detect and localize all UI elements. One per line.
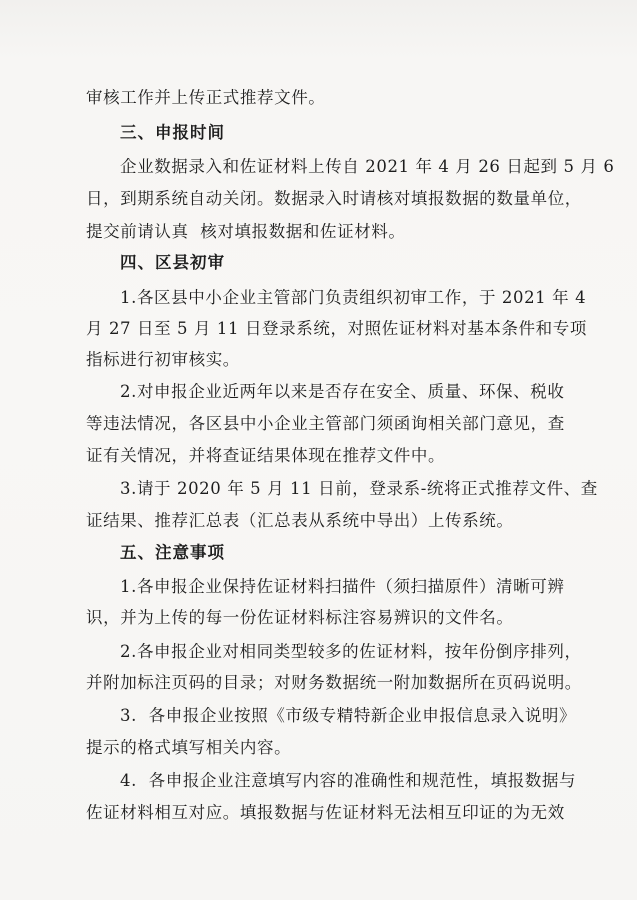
- body-text-line: 4. 各申报企业注意填写内容的准确性和规范性，填报数据与: [120, 771, 577, 790]
- body-text-line: 提示的格式填写相关内容。: [86, 738, 292, 757]
- body-text-line: 月 27 日至 5 月 11 日登录系统，对照佐证材料对基本条件和专项: [86, 319, 587, 338]
- body-text-line: 1.各区县中小企业主管部门负责组织初审工作，于 2021 年 4: [120, 288, 587, 307]
- body-text-line: 识，并为上传的每一份佐证材料标注容易辨识的文件名。: [86, 608, 514, 627]
- body-text-line: 3. 各申报企业按照《市级专精特新企业申报信息录入说明》: [120, 706, 577, 725]
- body-text-line: 等违法情况，各区县中小企业主管部门须函询相关部门意见，查: [86, 414, 565, 433]
- body-text-line: 证结果、推荐汇总表（汇总表从系统中导出）上传系统。: [86, 511, 514, 530]
- body-text-line: 佐证材料相互对应。填报数据与佐证材料无法相互印证的为无效: [86, 803, 565, 822]
- body-text-line: 3.请于 2020 年 5 月 11 日前，登录系-统将正式推荐文件、查: [120, 479, 598, 498]
- body-text-line: 企业数据录入和佐证材料上传自 2021 年 4 月 26 日起到 5 月 6: [120, 157, 615, 176]
- section-heading: 四、区县初审: [120, 253, 225, 272]
- body-text-line: 审核工作并上传正式推荐文件。: [86, 88, 326, 107]
- body-text-line: 并附加标注页码的目录；对财务数据统一附加数据所在页码说明。: [86, 673, 582, 692]
- body-text-line: 日，到期系统自动关闭。数据录入时请核对填报数据的数量单位，: [86, 189, 582, 208]
- body-text-line: 1.各申报企业保持佐证材料扫描件（须扫描原件）清晰可辨: [120, 577, 565, 596]
- section-heading: 五、注意事项: [120, 543, 225, 562]
- body-text-line: 证有关情况，并将查证结果体现在推荐文件中。: [86, 446, 446, 465]
- section-heading: 三、申报时间: [120, 123, 225, 142]
- body-text-line: 2.各申报企业对相同类型较多的佐证材料，按年份倒序排列，: [120, 642, 582, 661]
- body-text-line: 提交前请认真 核对填报数据和佐证材料。: [86, 222, 406, 241]
- body-text-line: 2.对申报企业近两年以来是否存在安全、质量、环保、税收: [120, 382, 565, 401]
- body-text-line: 指标进行初审核实。: [86, 350, 240, 369]
